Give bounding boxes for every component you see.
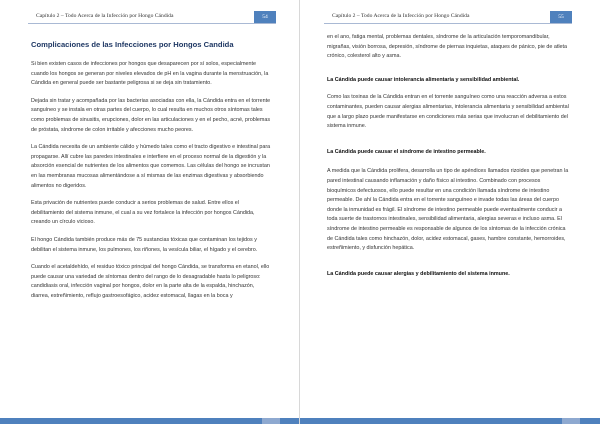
right-header-title: Capítulo 2 – Todo Acerca de la Infección por Hongo Cándida: [332, 13, 470, 19]
subheading: La Cándida puede causar alergias y debilitamiento del sistema inmune.: [327, 270, 510, 277]
left-header-title: Capítulo 2 – Todo Acerca de la Infección por Hongo Cándida: [36, 13, 174, 19]
right-page-body: [327, 33, 570, 287]
left-footer-tab: [262, 418, 280, 424]
right-page-number: 55: [550, 11, 572, 23]
left-page-body: [31, 40, 271, 309]
left-page-footer: [0, 418, 300, 424]
paragraph: Cuando el acetaldehído, el residuo tóxico principal del hongo Cándida, se transforma en etanol, ello puede causar una variedad de síntomas dentro del rango de lo desagradable hasta lo peligroso: candidiasis oral, infección vaginal por hongos, dolor en la parte alta de la espalda, hinchazón, diarrea, estreñimiento, reflujo gastroesofágico, acidez estomacal, llagas en la boca y: [31, 264, 270, 299]
subheading: La Cándida puede causar el síndrome de intestino permeable.: [327, 148, 486, 155]
right-footer-tab: [562, 418, 580, 424]
left-page-number: 54: [254, 11, 276, 23]
paragraph: Esta privación de nutrientes puede conducir a serios problemas de salud. Entre ellos el debilitamiento del sistema inmune, el cual a su vez fortalece la infección por hongos Cándida, creando un círculo vicioso.: [31, 200, 255, 226]
paragraph: Si bien existen casos de infecciones por hongos que desaparecen por sí solos, especialmente cuando los hongos se generan por niveles elevados de pH en la vagina durante la menstruación, la Cándida en general puede ser bastante peligrosa si se deja sin tratamiento.: [31, 61, 269, 87]
right-page-footer: [300, 418, 600, 424]
right-page: [300, 0, 600, 424]
paragraph: El hongo Cándida también produce más de 75 sustancias tóxicas que contaminan los tejidos y debilitan el sistema inmune, los pulmones, los riñones, la vesícula biliar, el hígado y el cerebro.: [31, 236, 258, 253]
paragraph: Como las toxinas de la Cándida entran en el torrente sanguíneo como una reacción adversa a estos contaminantes, pueden causar alergias alimentarias, intolerancia alimentaria y sensibilidad ambiental que a largo plazo puede manifestarse en condiciones más serias que involucran el debilitamiento del sistema inmune.: [327, 94, 569, 130]
right-page-header: [324, 11, 572, 24]
paragraph: Dejada sin tratar y acompañada por las bacterias asociadas con ella, la Cándida entra en el torrente sanguíneo y se instala en otras partes del cuerpo, lo cual resulta en muchos otros síntomas tales como problemas de sinusitis, erupciones, dolor en las articulaciones y en el pecho, acné, problemas de próstata, síndrome de colon irritable y afecciones mucho peores.: [31, 97, 271, 133]
left-page-header: [28, 11, 276, 24]
paragraph: La Cándida necesita de un ambiente cálido y húmedo tales como el tracto digestivo e intestinal para propagarse. Allí cubre las paredes intestinales e interfiere en el proceso normal de la digestión y la absorción esencial de nutrientes de los alimentos que comemos. Las células del hongo se incrustan en las membranas mucosas alimentándose a sí mismas de las enzimas digestivas y absorbiendo alimentos no digeridos.: [31, 144, 271, 189]
subheading: La Cándida puede causar intolerancia alimentaria y sensibilidad ambiental.: [327, 76, 520, 83]
paragraph: en el ano, fatiga mental, problemas dentales, síndrome de la articulación temporomandibular, migrañas, visión borrosa, depresión, síndrome de piernas inquietas, ataques de pánico, pie de atleta crónico, colesterol alto y asma.: [327, 34, 568, 60]
paragraph: A medida que la Cándida prolifera, desarrolla un tipo de apéndices llamados rizoides que penetran la pared intestinal causando inflamación y daño físico al intestino. Combinado con procesos bioquímicos defectuosos, ello puede resultar en una condición llamada síndrome de intestino permeable. De ahí la Cándida entra en el torrente sanguíneo e invade todas las áreas del cuerpo donde la inmunidad es frágil. El síndrome de intestino permeable puede eventualmente conducir a toda suerte de trastornos intestinales, sensibilidad alimentaria, alergias severas e incluso asma. El síndrome de intestino permeable es responsable de algunos de los síntomas de la infección crónica de Cándida tales como hinchazón, dolor, acidez estomacal, gases, hambre constante, hemorroides, estreñimiento, y disfunción hepática.: [327, 168, 569, 252]
section-title: Complicaciones de las Infecciones por Hongos Candida: [31, 40, 234, 49]
